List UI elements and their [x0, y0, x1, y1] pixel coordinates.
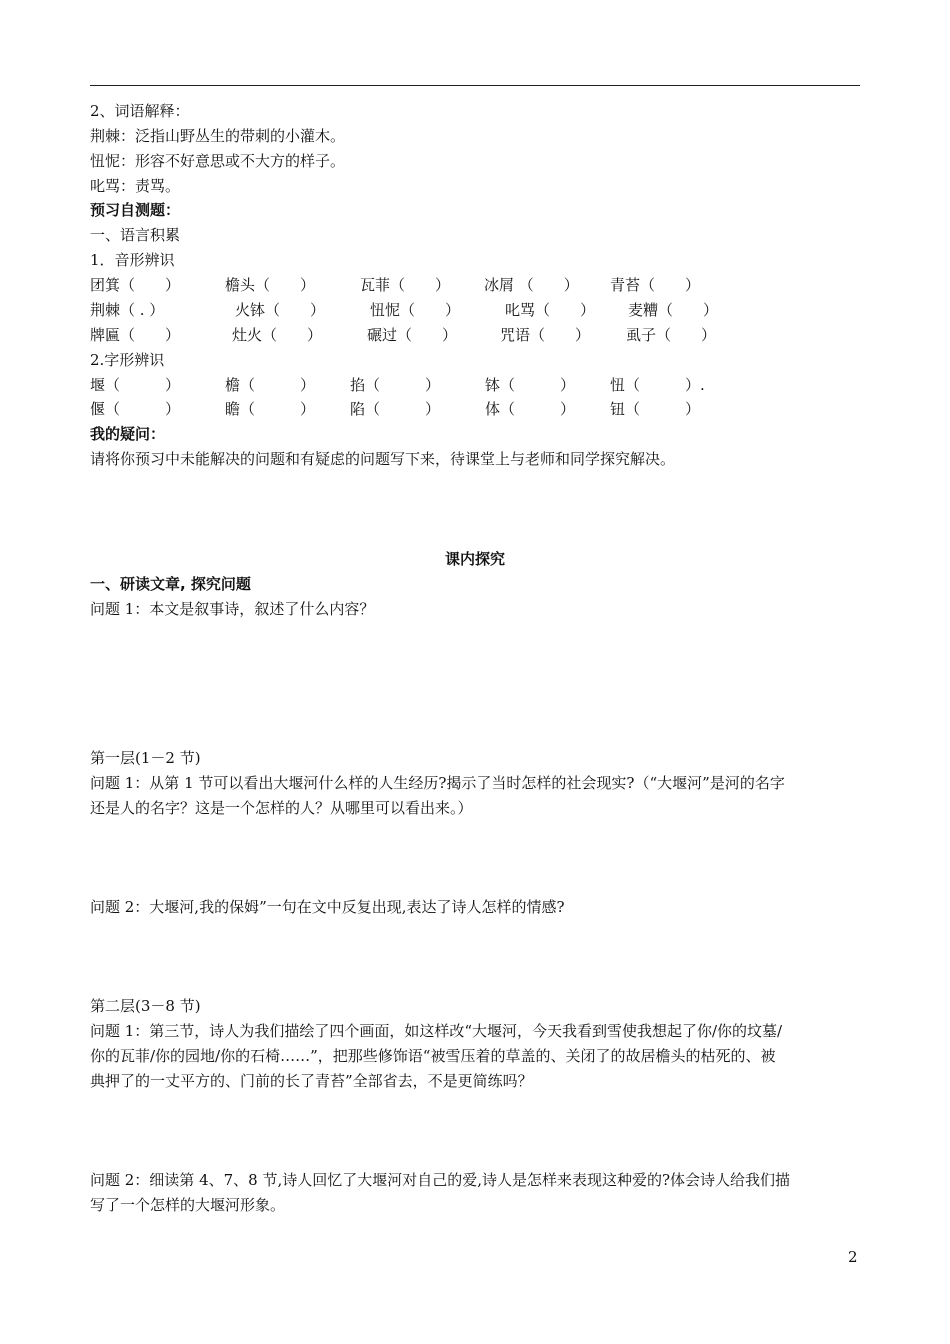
row1-cell-5: 青苔（ ）: [610, 276, 701, 294]
row1-cell-2: 檐头（ ）: [225, 276, 316, 294]
layer1-q2: 问题 2：大堰河,我的保姆”一句在文中反复出现,表达了诗人怎样的情感?: [90, 898, 565, 916]
layer2-q1-line2: 你的瓦菲/你的园地/你的石椅……”，把那些修饰语“被雪压着的草盖的、关闭了的故居檐头的枯死的、被: [90, 1047, 776, 1065]
row2-cell-4: 叱骂（ ）: [505, 301, 596, 319]
row2-cell-5: 麦糟（ ）: [628, 301, 719, 319]
layer2-q1-line1: 问题 1：第三节，诗人为我们描绘了四个画面，如这样改“大堰河，今天我看到雪使我想起了你/你的坟墓/: [90, 1022, 783, 1040]
page-number: 2: [848, 1248, 858, 1266]
row1-cell-1: 团箕（ ）: [90, 276, 181, 294]
vocab-item-1: 荆棘：泛指山野丛生的带刺的小灌木。: [90, 127, 346, 145]
row4-cell-5: 忸（ ）.: [610, 376, 705, 394]
header-rule: [90, 85, 860, 86]
row3-cell-2: 灶火（ ）: [232, 326, 323, 344]
section-language: 一、语言积累: [90, 226, 181, 244]
row5-cell-3: 陷（ ）: [350, 400, 441, 418]
sub-glyph: 2.字形辨识: [90, 351, 165, 369]
layer2-q2-line2: 写了一个怎样的大堰河形象。: [90, 1196, 286, 1214]
row1-cell-3: 瓦菲（ ）: [360, 276, 451, 294]
inclass-section: 一、研读文章, 探究问题: [90, 575, 251, 593]
layer2-q1-line3: 典押了的一丈平方的、门前的长了青苔”全部省去，不是更简练吗？: [90, 1072, 533, 1090]
row4-cell-4: 钵（ ）: [485, 376, 576, 394]
layer1-q1-line2: 还是人的名字？这是一个怎样的人？从哪里可以看出来。）: [90, 799, 473, 817]
vocab-item-3: 叱骂：责骂。: [90, 177, 181, 195]
preview-heading: 预习自测题：: [90, 201, 181, 219]
row5-cell-4: 体（ ）: [485, 400, 576, 418]
row5-cell-2: 瞻（ ）: [225, 400, 316, 418]
row3-cell-3: 碾过（ ）: [367, 326, 458, 344]
row4-cell-3: 掐（ ）: [350, 376, 441, 394]
vocab-item-2: 忸怩：形容不好意思或不大方的样子。: [90, 152, 346, 170]
question-main: 问题 1：本文是叙事诗，叙述了什么内容？: [90, 600, 375, 618]
row1-cell-4: 冰屑 （ ）: [484, 276, 579, 294]
layer-2-heading: 第二层(3－8 节): [90, 997, 201, 1015]
layer-1-heading: 第一层(1－2 节): [90, 749, 201, 767]
layer1-q1-line1: 问题 1：从第 1 节可以看出大堰河什么样的人生经历?揭示了当时怎样的社会现实?（“大堰河”是河的名字: [90, 774, 785, 792]
row4-cell-2: 檐（ ）: [225, 376, 316, 394]
row4-cell-1: 堰（ ）: [90, 376, 181, 394]
row2-cell-2: 火钵（ ）: [235, 301, 326, 319]
sub-sound-shape: 1．音形辨识: [90, 251, 175, 269]
inclass-title: 课内探究: [444, 550, 505, 568]
row3-cell-1: 牌匾（ ）: [90, 326, 181, 344]
layer2-q2-line1: 问题 2：细读第 4、7、8 节,诗人回忆了大堰河对自己的爱,诗人是怎样来表现这种爱的?体会诗人给我们描: [90, 1171, 791, 1189]
row5-cell-5: 钮（ ）: [610, 400, 701, 418]
row3-cell-5: 虱子（ ）: [626, 326, 717, 344]
vocab-heading: 2、词语解释：: [90, 102, 190, 120]
row2-cell-3: 忸怩（ ）: [370, 301, 461, 319]
my-questions-heading: 我的疑问：: [90, 425, 166, 443]
row5-cell-1: 偃（ ）: [90, 400, 181, 418]
row3-cell-4: 咒语（ ）: [500, 326, 591, 344]
row2-cell-1: 荆棘（ . ）: [90, 301, 165, 319]
my-questions-text: 请将你预习中未能解决的问题和有疑虑的问题写下来，待课堂上与老师和同学探究解决。: [90, 450, 676, 468]
